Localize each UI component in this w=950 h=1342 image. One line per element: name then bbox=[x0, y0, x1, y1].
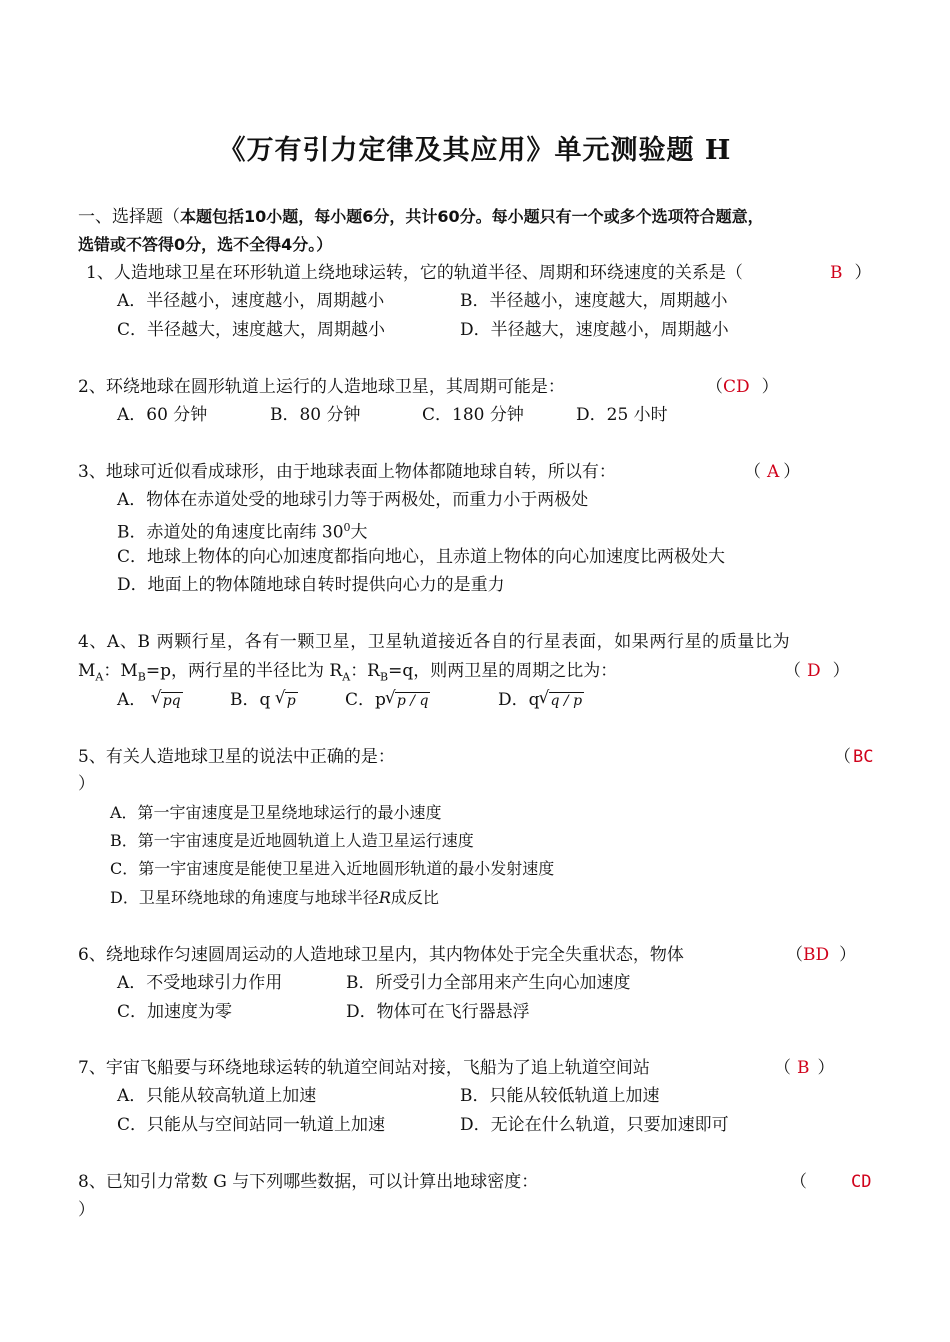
question-8-close-paren: ） bbox=[78, 1200, 95, 1220]
question-5-stem: 5、有关人造地球卫星的说法中正确的是： bbox=[78, 747, 395, 767]
question-8-answer: CD bbox=[851, 1172, 872, 1192]
question-6-option-d: D．物体可在飞行器悬浮 bbox=[346, 1002, 530, 1022]
question-3-stem: 3、地球可近似看成球形，由于地球表面上物体都随地球自转，所以有： bbox=[78, 462, 616, 482]
question-2-open-paren: （ bbox=[706, 377, 723, 397]
subscript-a-2: A bbox=[342, 670, 351, 684]
question-6-stem: 6、绕地球作匀速圆周运动的人造地球卫星内，其内物体处于完全失重状态，物体 bbox=[78, 945, 684, 965]
question-3-open-paren: （ bbox=[744, 462, 761, 482]
question-5-open-paren: （ bbox=[834, 747, 851, 767]
page-title: 《万有引力定律及其应用》单元测验题 H bbox=[218, 135, 732, 166]
mass-symbol: M bbox=[78, 661, 96, 681]
question-8-stem: 8、已知引力常数 G 与下列哪些数据，可以计算出地球密度： bbox=[78, 1172, 539, 1192]
question-8-answer-box bbox=[790, 1171, 871, 1193]
question-4-option-b-label: B．q bbox=[230, 690, 271, 710]
radicand-b: p bbox=[286, 693, 296, 709]
question-3-answer-box bbox=[744, 461, 800, 483]
question-4-option-a-label: A． bbox=[117, 690, 147, 710]
question-4-option-d bbox=[498, 689, 584, 712]
question-4-answer: D bbox=[807, 661, 821, 681]
radius-variable: R bbox=[378, 888, 391, 907]
question-4-close-paren: ） bbox=[832, 661, 850, 681]
question-2-answer: CD bbox=[723, 377, 750, 397]
question-4-option-b bbox=[230, 689, 298, 712]
question-6-open-paren: （ bbox=[786, 945, 803, 965]
radicand-c: p / q bbox=[396, 693, 429, 709]
sqrt-formula bbox=[276, 690, 298, 712]
question-5-answer-box bbox=[834, 746, 873, 768]
question-1-option-c: C．半径越大，速度越大，周期越小 bbox=[117, 320, 386, 340]
question-2-option-c: C．180 分钟 bbox=[422, 405, 524, 425]
question-6-answer-box bbox=[786, 944, 856, 966]
sqrt-formula bbox=[386, 690, 431, 712]
question-6-option-b: B．所受引力全部用来产生向心加速度 bbox=[346, 973, 631, 993]
question-5-option-c: C．第一宇宙速度是能使卫星进入近地圆形轨道的最小发射速度 bbox=[110, 859, 555, 878]
question-8-open-paren: （ bbox=[790, 1172, 807, 1192]
question-5-close-paren: ） bbox=[78, 774, 95, 794]
question-4-option-c bbox=[345, 689, 430, 712]
question-7-close-paren: ） bbox=[817, 1058, 835, 1078]
question-4-option-c-label: C．p bbox=[345, 690, 386, 710]
question-3-option-d: D．地面上的物体随地球自转时提供向心力的是重力 bbox=[117, 575, 505, 595]
question-7-option-d: D．无论在什么轨道，只要加速即可 bbox=[460, 1115, 729, 1135]
question-2-option-d: D．25 小时 bbox=[576, 405, 668, 425]
subscript-b: B bbox=[137, 670, 146, 684]
question-5-answer: BC bbox=[853, 747, 874, 767]
question-2-stem: 2、环绕地球在圆形轨道上运行的人造地球卫星，其周期可能是： bbox=[78, 377, 565, 397]
question-5-option-d-tail: 成反比 bbox=[390, 888, 439, 907]
question-4-answer-box bbox=[784, 660, 850, 682]
question-4-open-paren: （ bbox=[784, 661, 801, 681]
sqrt-formula bbox=[152, 690, 183, 712]
question-7-open-paren: （ bbox=[774, 1058, 791, 1078]
question-4-ask: =q，则两卫星的周期之比为： bbox=[388, 661, 618, 681]
question-1-answer-box bbox=[818, 262, 872, 284]
question-1-answer: B bbox=[830, 263, 843, 283]
section-header bbox=[78, 206, 764, 228]
question-1-option-a: A．半径越小，速度越小，周期越小 bbox=[117, 291, 385, 311]
question-2-option-b: B．80 分钟 bbox=[270, 405, 361, 425]
question-3-option-a: A．物体在赤道处受的地球引力等于两极处，而重力小于两极处 bbox=[117, 490, 589, 510]
question-4-option-d-label: D．q bbox=[498, 690, 540, 710]
question-5-option-a: A．第一宇宙速度是卫星绕地球运行的最小速度 bbox=[110, 803, 442, 822]
question-1-stem bbox=[86, 262, 743, 284]
radius-ratio-text: =p，两行星的半径比为 R bbox=[145, 661, 343, 681]
question-5-option-d bbox=[110, 887, 439, 909]
question-2-close-paren: ） bbox=[761, 377, 779, 397]
section-note-line2: 选错或不答得0分，选不全得4分。） bbox=[78, 235, 333, 254]
question-7-stem: 7、宇宙飞船要与环绕地球运转的轨道空间站对接，飞船为了追上轨道空间站 bbox=[78, 1058, 650, 1078]
question-2-answer-box bbox=[706, 376, 779, 398]
degree-superscript: 0 bbox=[343, 521, 351, 534]
radius-ratio-colon: ：R bbox=[350, 661, 380, 681]
mass-ratio: ：M bbox=[103, 661, 138, 681]
sqrt-formula bbox=[540, 690, 585, 712]
question-1-option-b: B．半径越小，速度越大，周期越小 bbox=[460, 291, 728, 311]
question-7-option-b: B．只能从较低轨道上加速 bbox=[460, 1086, 660, 1106]
question-3-close-paren: ） bbox=[783, 462, 801, 482]
question-6-option-a: A．不受地球引力作用 bbox=[117, 973, 283, 993]
question-3-option-b-text: B．赤道处的角速度比南纬 30 bbox=[117, 522, 344, 543]
question-4-option-a bbox=[117, 689, 183, 712]
question-1-close-paren: ） bbox=[854, 263, 872, 283]
question-6-answer: BD bbox=[803, 945, 830, 965]
section-label: 一、选择题（ bbox=[78, 207, 180, 227]
subscript-a: A bbox=[95, 670, 104, 684]
radicand-d: q / p bbox=[550, 693, 583, 709]
question-7-answer: B bbox=[797, 1058, 810, 1078]
question-3-option-c: C．地球上物体的向心加速度都指向地心，且赤道上物体的向心加速度比两极处大 bbox=[117, 547, 726, 567]
question-3-option-b bbox=[117, 517, 368, 544]
question-1-option-d: D．半径越大，速度越小，周期越小 bbox=[460, 320, 729, 340]
question-3-answer: A bbox=[767, 462, 780, 482]
question-6-option-c: C．加速度为零 bbox=[117, 1002, 233, 1022]
question-7-option-c: C．只能从与空间站同一轨道上加速 bbox=[117, 1115, 386, 1135]
question-4-stem-line2 bbox=[78, 660, 617, 688]
question-2-option-a: A．60 分钟 bbox=[117, 405, 208, 425]
section-note: 本题包括10小题，每小题6分，共计60分。每小题只有一个或多个选项符合题意， bbox=[180, 207, 764, 226]
question-5-option-b: B．第一宇宙速度是近地圆轨道上人造卫星运行速度 bbox=[110, 831, 474, 850]
question-3-option-b-tail: 大 bbox=[350, 522, 368, 543]
subscript-b-2: B bbox=[380, 670, 389, 684]
question-7-answer-box bbox=[774, 1057, 835, 1079]
question-5-option-d-text: D．卫星环绕地球的角速度与地球半径 bbox=[110, 888, 379, 907]
question-6-close-paren: ） bbox=[839, 945, 857, 965]
radicand-a: pq bbox=[162, 693, 181, 709]
question-1-text: 1、人造地球卫星在环形轨道上绕地球运转，它的轨道半径、周期和环绕速度的关系是（ bbox=[86, 263, 743, 283]
question-4-stem-line1: 4、A、B 两颗行星，各有一颗卫星，卫星轨道接近各自的行星表面，如果两行星的质量比为 bbox=[78, 632, 791, 652]
question-7-option-a: A．只能从较高轨道上加速 bbox=[117, 1086, 317, 1106]
